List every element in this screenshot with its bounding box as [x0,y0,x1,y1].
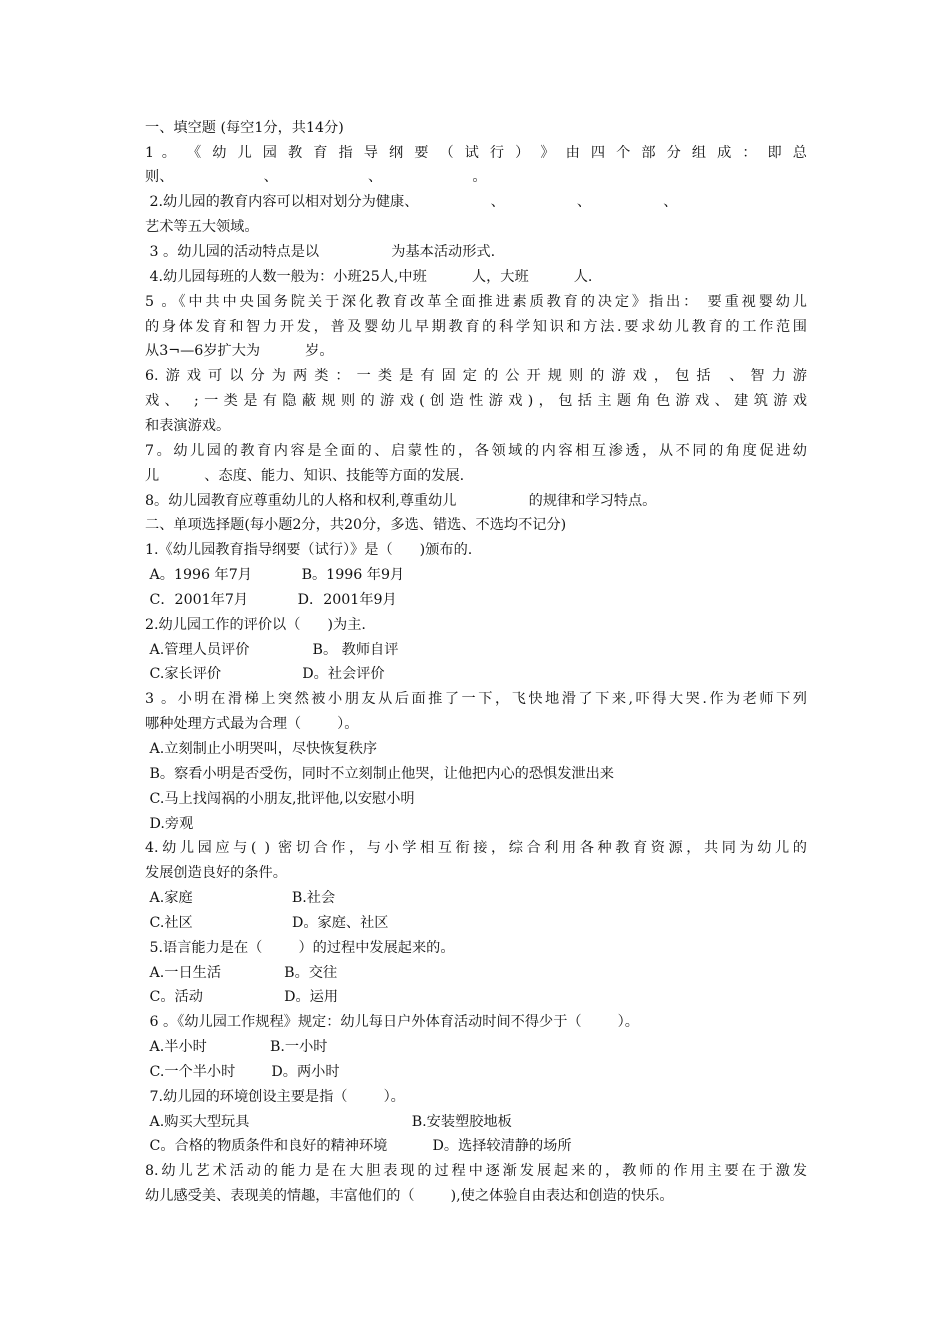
question-text: 从3¬—6岁扩大为 岁。 [145,343,334,359]
option-row: B。察看小明是否受伤，同时不立刻制止他哭，让他把内心的恐惧发泄出来 [145,766,614,782]
section-heading-fill: 一、填空题 (每空1分，共14分) [145,120,344,136]
question-text: 哪种处理方式最为合理（ ）。 [145,716,359,732]
question-text: 7.幼儿园的环境创设主要是指（ ）。 [145,1089,405,1105]
option-row: C。合格的物质条件和良好的精神环境 D。选择较清静的场所 [145,1138,572,1154]
option-row: A.一日生活 B。交往 [145,965,338,981]
question-text: 儿 、态度、能力、知识、技能等方面的发展. [145,468,465,484]
section-heading-choice: 二、单项选择题(每小题2分，共20分，多选、错选、不选均不记分) [145,517,567,533]
option-row: C。活动 D。运用 [145,989,339,1005]
option-row: A.购买大型玩具 B.安装塑胶地板 [145,1114,512,1130]
option-row: D.旁观 [145,816,194,832]
question-text: 8。幼儿园教育应尊重幼儿的人格和权利,尊重幼儿 的规律和学习特点。 [145,493,657,509]
option-row: A。1996 年7月 B。1996 年9月 [145,567,405,583]
question-text: 4.幼儿园应与( ) 密切合作，与小学相互衔接，综合利用各种教育资源，共同为幼儿的 [145,840,807,856]
question-text: 5.语言能力是在（ ）的过程中发展起来的。 [145,940,455,956]
question-text: 8.幼儿艺术活动的能力是在大胆表现的过程中逐渐发展起来的，教师的作用主要在于激发 [145,1163,807,1179]
option-row: C.马上找闯祸的小朋友,批评他,以安慰小明 [145,791,415,807]
question-text: 6 。《幼儿园工作规程》规定：幼儿每日户外体育活动时间不得少于（ ）。 [145,1014,639,1030]
question-text: 4.幼儿园每班的人数一般为：小班25人,中班 人，大班 人. [145,269,593,285]
question-text: 和表演游戏。 [145,418,231,434]
question-text: 则、 、 、 。 [145,169,487,185]
question-text: 的身体发育和智力开发，普及婴幼儿早期教育的科学知识和方法.要求幼儿教育的工作范围 [145,319,807,335]
option-row: C.家长评价 D。社会评价 [145,666,385,682]
question-text: 7。幼儿园的教育内容是全面的、启蒙性的，各领域的内容相互渗透，从不同的角度促进幼 [145,443,807,459]
option-row: C.一个半小时 D。两小时 [145,1064,340,1080]
question-text: 幼儿感受美、表现美的情趣，丰富他们的（ ),使之体验自由表达和创造的快乐。 [145,1188,674,1204]
question-text: 戏、 ;一类是有隐蔽规则的游戏(创造性游戏)，包括主题角色游戏、建筑游戏 [145,393,807,409]
question-text: 5 。《中共中央国务院关于深化教育改革全面推进素质教育的决定》指出： 要重视婴幼儿 [145,294,807,310]
question-text: 3 。幼儿园的活动特点是以 为基本活动形式. [145,244,496,260]
question-text: 发展创造良好的条件。 [145,865,287,881]
question-text: 1 。 《 幼 儿 园 教 育 指 导 纲 要 （ 试 行 ） 》 由 四 个 部 分 组 成 ： 即 总 [145,145,807,161]
question-text: 艺术等五大领域。 [145,219,259,235]
option-row: C.社区 D。家庭、社区 [145,915,389,931]
option-row: C．2001年7月 D．2001年9月 [145,592,397,608]
option-row: A.管理人员评价 B。 教师自评 [145,642,399,658]
option-row: A.半小时 B.一小时 [145,1039,328,1055]
question-text: 3 。小明在滑梯上突然被小朋友从后面推了一下，飞快地滑了下来,吓得大哭.作为老师下列 [145,691,807,707]
option-row: A.立刻制止小明哭叫，尽快恢复秩序 [145,741,378,757]
question-text: 6.游戏可以分为两类：一类是有固定的公开规则的游戏，包括 、智力游 [145,368,807,384]
question-text: 2.幼儿园工作的评价以（ )为主. [145,617,366,633]
option-row: A.家庭 B.社会 [145,890,336,906]
question-text: 1.《幼儿园教育指导纲要（试行）》是（ )颁布的. [145,542,473,558]
question-text: 2.幼儿园的教育内容可以相对划分为健康、 、 、 、 [145,194,678,210]
